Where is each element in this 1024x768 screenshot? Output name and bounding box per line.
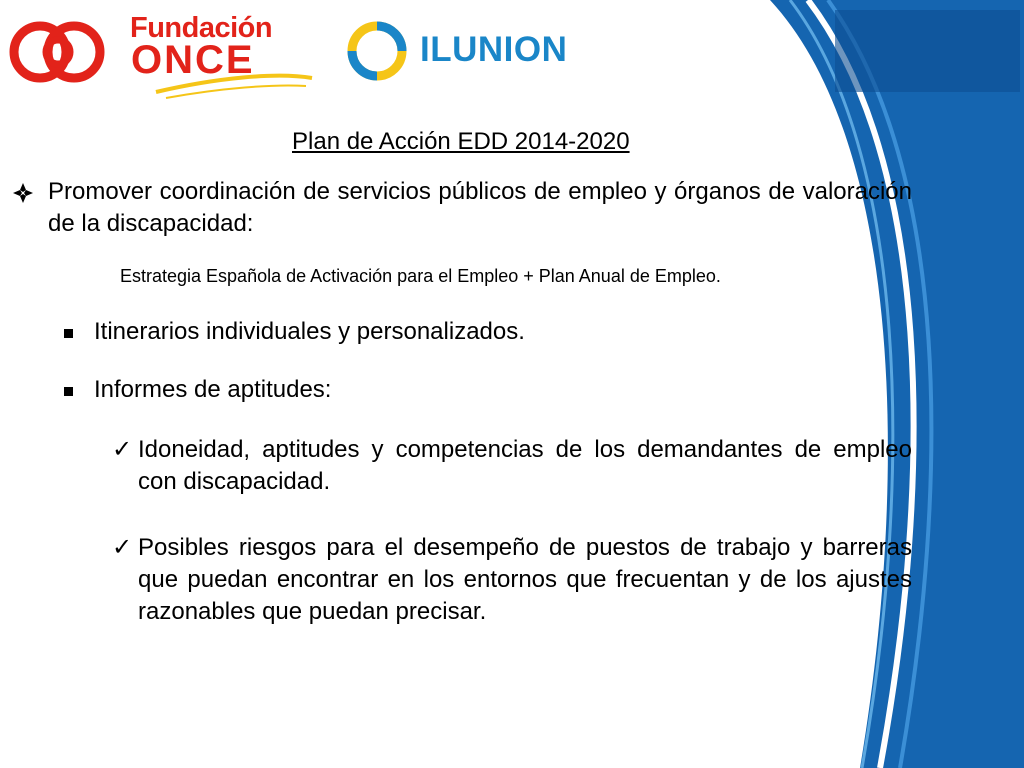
checkmark-icon: ✓	[112, 436, 133, 463]
list-item-text: Itinerarios individuales y personalizados.	[94, 318, 525, 345]
main-bullet	[12, 176, 912, 240]
check-item-text: Idoneidad, aptitudes y competencias de los demandantes de empleo con discapacidad.	[138, 436, 912, 495]
list-item	[64, 318, 525, 346]
square-bullet-icon	[64, 329, 73, 338]
main-bullet-text: Promover coordinación de servicios públicos de empleo y órganos de valoración de la discapacidad:	[48, 178, 912, 237]
list-item-text: Informes de aptitudes:	[94, 376, 332, 403]
check-item	[112, 532, 912, 628]
list-item	[64, 376, 331, 404]
strategy-note: Estrategia Española de Activación para el Empleo + Plan Anual de Empleo.	[120, 266, 721, 286]
once-label: ONCE	[131, 38, 255, 82]
slide-title: Plan de Acción EDD 2014-2020	[292, 128, 630, 155]
checkmark-icon: ✓	[112, 534, 133, 561]
check-item-text: Posibles riesgos para el desempeño de puestos de trabajo y barreras que puedan encontrar en los entornos que frecuentan y de los ajustes razonables que puedan precisar.	[138, 534, 912, 625]
fundacion-label: Fundación	[130, 12, 273, 44]
ilunion-label: ILUNION	[420, 30, 568, 69]
diamond-bullet-icon	[12, 182, 34, 204]
square-bullet-icon	[64, 387, 73, 396]
check-item	[112, 434, 912, 498]
